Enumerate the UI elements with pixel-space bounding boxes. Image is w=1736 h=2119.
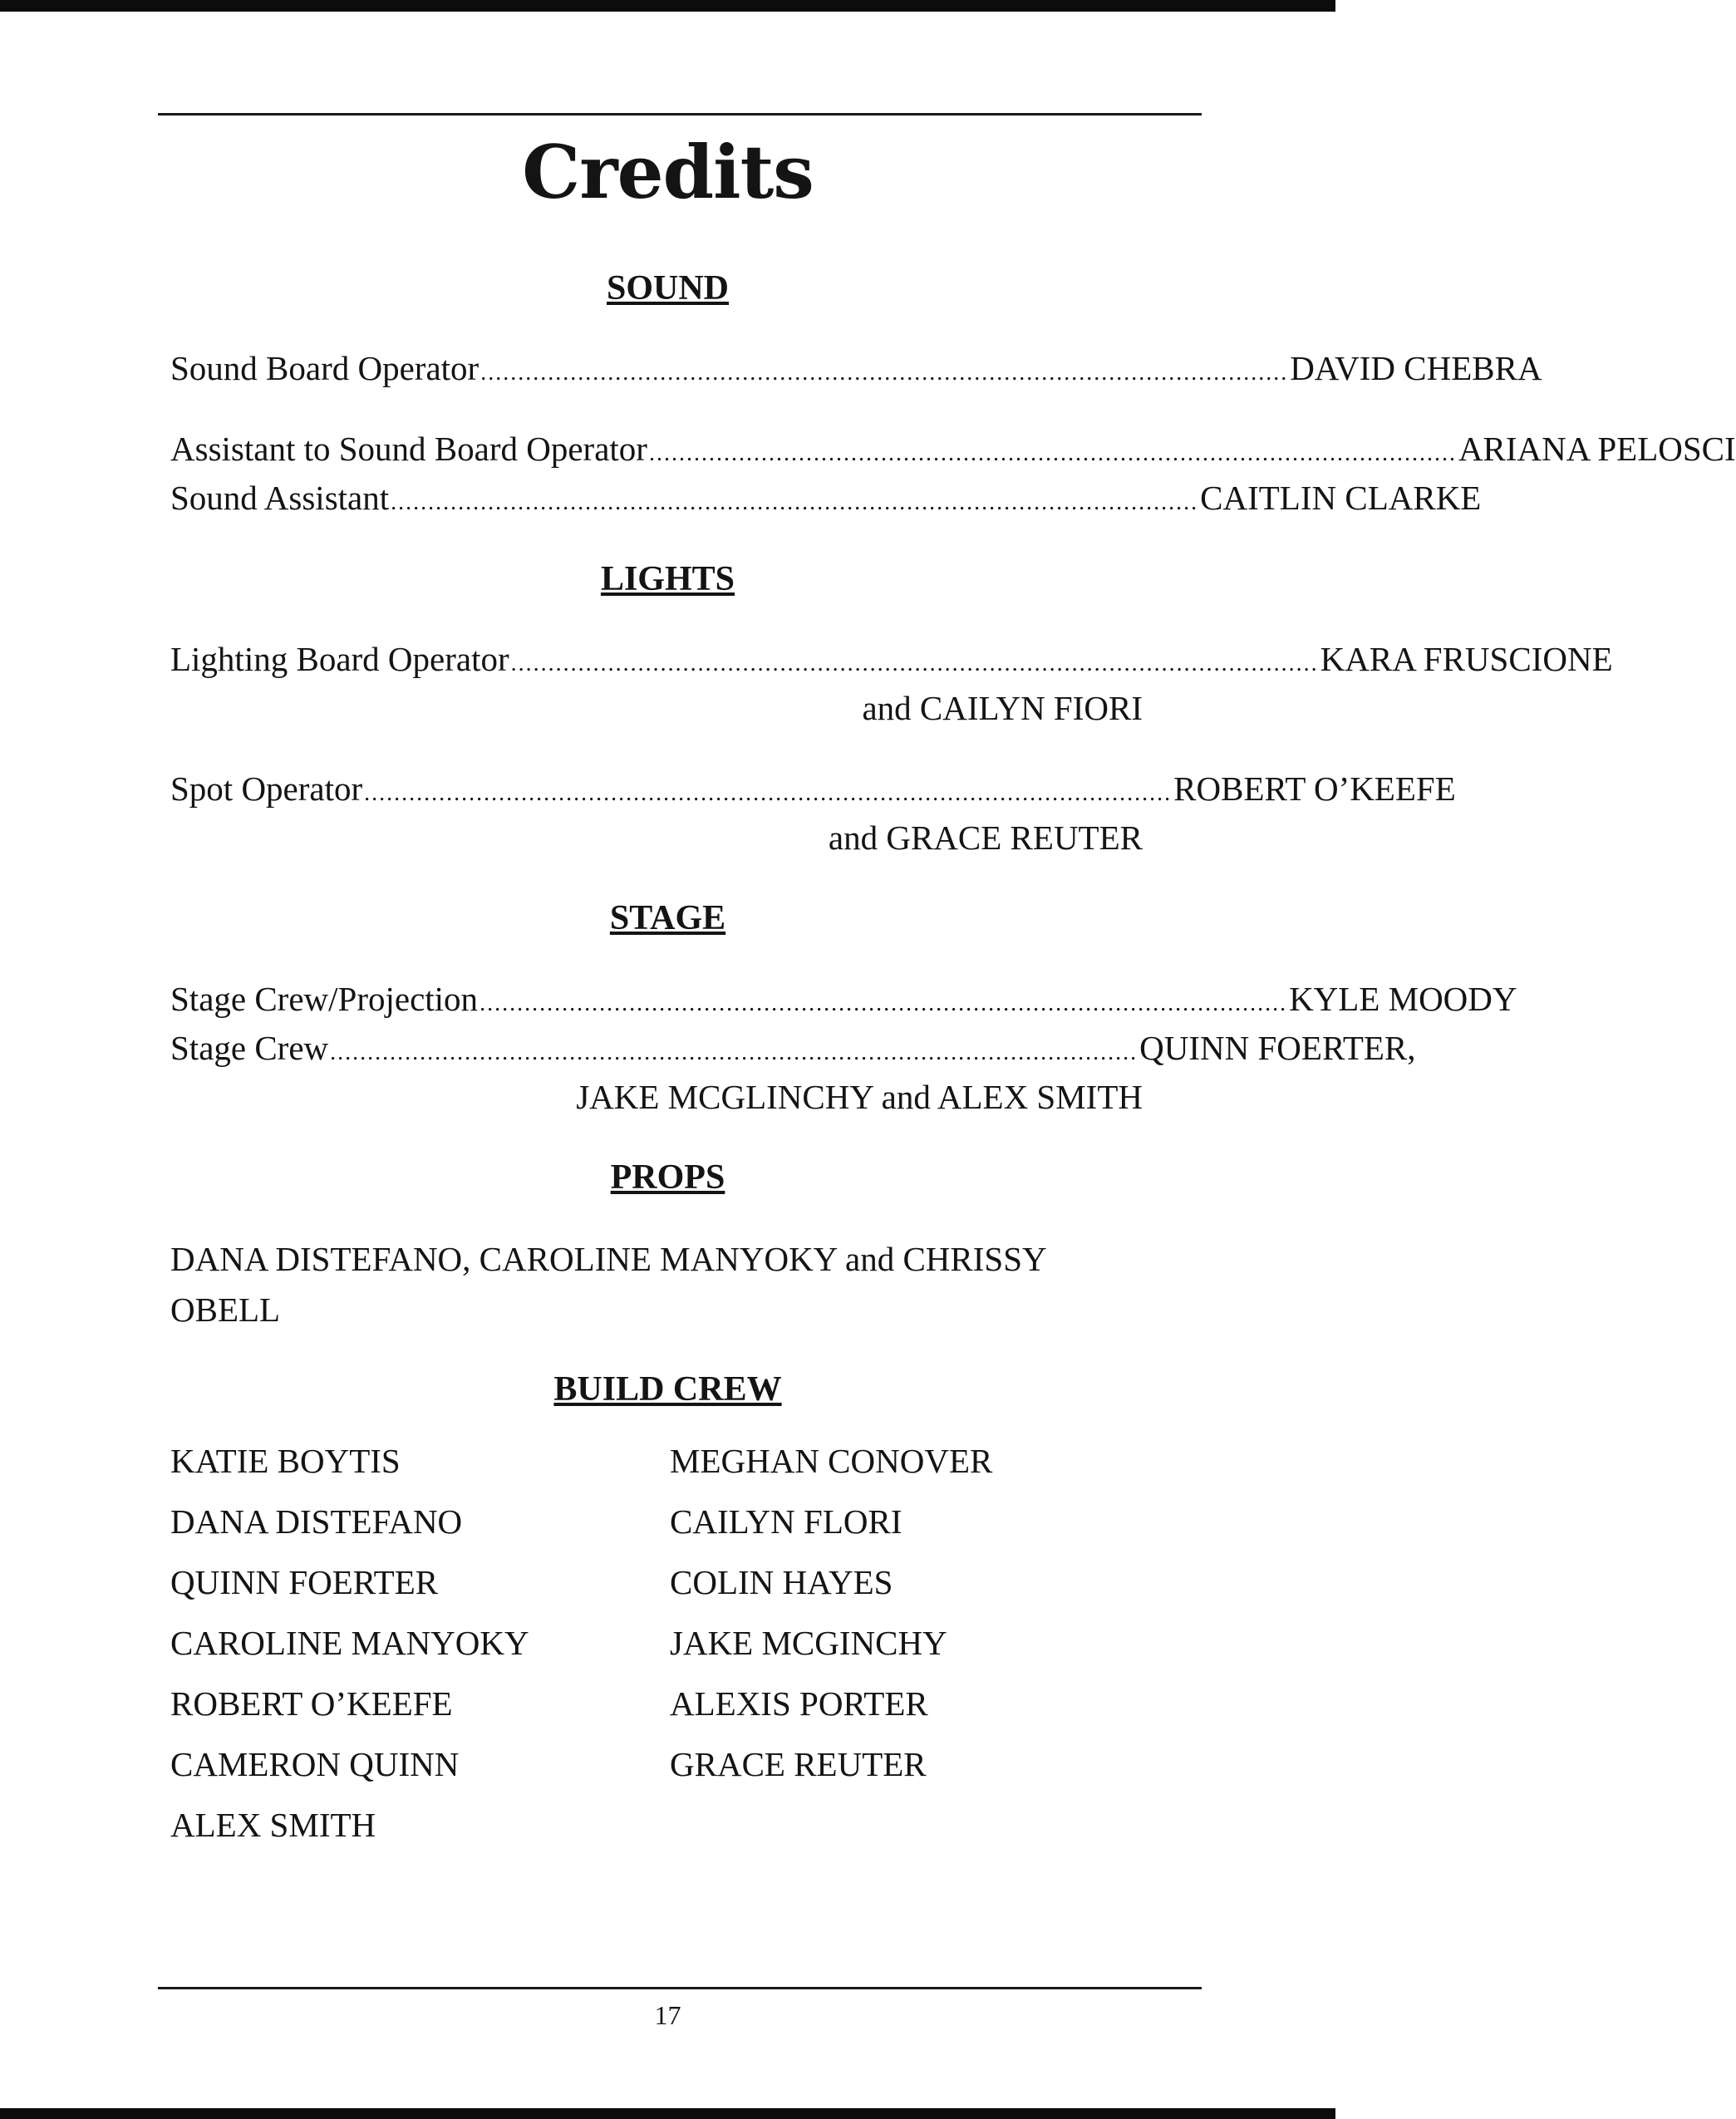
- build-crew-member: DANA DISTEFANO: [170, 1502, 463, 1541]
- dot-leader: ............................................................................................................: [510, 651, 1319, 676]
- build-crew-member: CAROLINE MANYOKY: [170, 1624, 529, 1662]
- dot-leader: ............................................................................................................: [364, 780, 1173, 806]
- credit-line-stage-crew: [170, 1027, 1416, 1074]
- build-crew-member: MEGHAN CONOVER: [670, 1442, 993, 1480]
- dot-leader: ............................................................................................................: [479, 991, 1288, 1016]
- credit-line-sound-assistant: [170, 477, 1482, 524]
- dot-leader: ............................................................................................................: [480, 360, 1289, 386]
- dot-leader: ............................................................................................................: [648, 440, 1457, 466]
- person-name-continuation: JAKE MCGLINCHY and ALEX SMITH: [576, 1078, 1143, 1116]
- build-crew-member: COLIN HAYES: [670, 1563, 893, 1601]
- top-scan-border: [0, 0, 1335, 12]
- bottom-scan-border: [0, 2108, 1335, 2119]
- page-title: Credits: [522, 129, 814, 215]
- person-name: ROBERT O’KEEFE: [1173, 769, 1456, 808]
- stage-heading: STAGE: [609, 899, 726, 937]
- role-label: Spot Operator: [170, 769, 363, 808]
- bottom-rule: [158, 1987, 1202, 1989]
- person-name-continuation: and GRACE REUTER: [828, 819, 1143, 857]
- person-name: KYLE MOODY: [1289, 980, 1517, 1018]
- person-name: KARA FRUSCIONE: [1320, 640, 1613, 678]
- props-heading: PROPS: [610, 1158, 725, 1197]
- person-name: ARIANA PELOSCI: [1458, 430, 1736, 468]
- credit-line-sound-board-operator: [170, 347, 1542, 394]
- credit-line-lighting-board-operator: [170, 638, 1613, 685]
- build-crew-heading: BUILD CREW: [553, 1370, 782, 1409]
- build-crew-member: ALEXIS PORTER: [670, 1684, 928, 1723]
- lights-heading: LIGHTS: [600, 560, 735, 598]
- page-number: 17: [654, 2000, 681, 2030]
- role-label: Sound Assistant: [170, 479, 390, 517]
- person-name: QUINN FOERTER,: [1139, 1029, 1416, 1067]
- build-crew-member: JAKE MCGINCHY: [670, 1624, 947, 1662]
- person-name-continuation: and CAILYN FIORI: [862, 689, 1143, 727]
- person-name: CAITLIN CLARKE: [1200, 479, 1482, 517]
- build-crew-member: KATIE BOYTIS: [170, 1442, 401, 1480]
- credit-line-spot-operator: [170, 768, 1456, 814]
- role-label: Stage Crew/Projection: [170, 980, 479, 1018]
- build-crew-member: CAMERON QUINN: [170, 1745, 460, 1783]
- dot-leader: ............................................................................................................: [330, 1040, 1138, 1065]
- role-label: Sound Board Operator: [170, 349, 479, 387]
- props-crew-list: DANA DISTEFANO, CAROLINE MANYOKY and CHRISSY OBELL: [170, 1240, 1046, 1329]
- top-rule: [158, 113, 1202, 116]
- credit-line-stage-crew-projection: [170, 978, 1517, 1025]
- person-name: DAVID CHEBRA: [1290, 349, 1542, 387]
- role-label: Stage Crew: [170, 1029, 329, 1067]
- build-crew-member: CAILYN FLORI: [670, 1502, 902, 1541]
- role-label: Lighting Board Operator: [170, 640, 509, 678]
- build-crew-member: GRACE REUTER: [670, 1745, 927, 1783]
- credit-line-assistant-sound-board: [170, 428, 1736, 474]
- build-crew-member: ROBERT O’KEEFE: [170, 1684, 453, 1723]
- dot-leader: ............................................................................................................: [391, 489, 1199, 515]
- sound-heading: SOUND: [606, 269, 730, 307]
- build-crew-member: QUINN FOERTER: [170, 1563, 439, 1601]
- role-label: Assistant to Sound Board Operator: [170, 430, 647, 468]
- build-crew-member: ALEX SMITH: [170, 1806, 376, 1844]
